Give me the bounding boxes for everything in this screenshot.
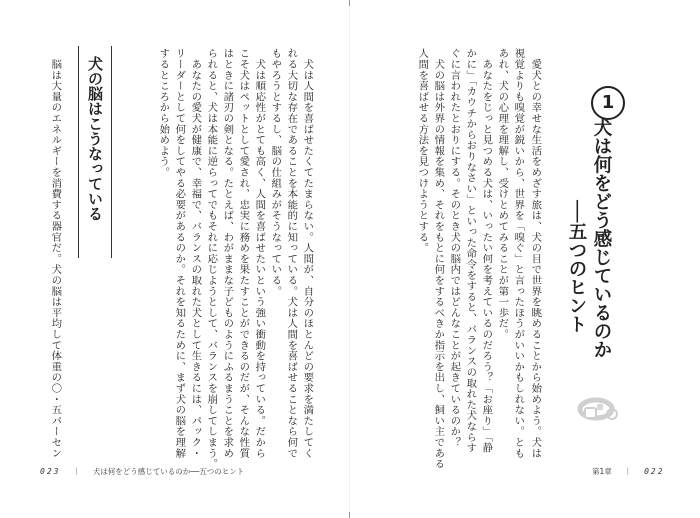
body-line: するところから始めよう。: [157, 48, 170, 178]
page-gutter: [349, 0, 350, 518]
body-line: あれ、犬の心理を理解し、受けとめてみることが第一歩だ。: [496, 48, 509, 340]
body-line: 犬は人間を喜ばせたくてたまらない。人間が、自分のほとんどの要求を満たしてく: [301, 48, 314, 459]
body-line: 犬の脳は外界の情報を集め、それをもとに何をするべきか指示を出し、飼い主である: [432, 48, 445, 470]
left-footer: [40, 466, 244, 477]
footer-separator: ｜: [72, 467, 81, 476]
running-title: 犬は何をどう感じているのか──五つのヒント: [92, 467, 245, 476]
body-line: 視覚よりも嗅覚が鋭いから、世界を「嗅ぐ」と言ったほうがいいかもしれない。とも: [512, 48, 525, 459]
section-heading: 犬の脳はこうなっている: [86, 56, 104, 221]
body-line: 犬は順応性がとても高く、人間を喜ばせたいという強い衝動を持っている。だから: [253, 48, 266, 459]
body-line: かに」「カウチからおりなさい」といった命令をすると、バランスの取れた犬ならす: [464, 48, 477, 454]
body-line: られると、犬は本能に逆らってでもそれに応じようとして、バランスを崩してしまう。: [205, 48, 218, 470]
body-line: こそ犬はペットとして愛され、忠実に務めを果たすことができるのだが、そんな性質: [237, 48, 250, 459]
body-line: 人間を喜ばせる方法を見つけようとする。: [416, 48, 429, 254]
heading-title: 犬は何をどう感じているのか: [591, 118, 612, 359]
body-line: 脳は大量のエネルギーを消費する器官だ。犬の脳は平均して体重の〇・五パーセン: [49, 48, 62, 459]
footer-separator: ｜: [624, 467, 632, 476]
body-line: リーダーとして何をしてやる必要があるのか。それを知るために、まず犬の脳を理解: [173, 48, 186, 459]
body-line: ぐに言われたとおりにする。そのとき犬の脳内ではどんなことが起きているのか？: [448, 48, 461, 448]
body-line: もやろうとするし、脳の仕組みがそうなっている。: [269, 48, 282, 297]
crop-mark-bottom: [349, 512, 350, 518]
dog-collar-icon: [576, 394, 620, 426]
body-line: れる大切な存在であることを本能的に知っている。犬は人間を喜ばせることなら何で: [285, 48, 298, 459]
body-line: はときに諸刃の剣となる。たとえば、わがままな子どものようにふるまうことを求め: [221, 48, 234, 459]
body-line: 愛犬との幸せな生活をめざす旅は、犬の目で世界を眺めることから始めよう。犬は: [529, 48, 542, 459]
right-footer: [592, 466, 665, 477]
footer-chapter: 第1章: [592, 467, 612, 476]
crop-mark-top: [349, 0, 350, 6]
heading-number-badge: 1: [591, 86, 625, 120]
body-line: あなたをじっと見つめる犬は、いったい何を考えているのだろう？「お座り」「静: [480, 48, 493, 454]
page-number-left: 023: [40, 467, 61, 476]
body-line: あなたの愛犬が健康で、幸福で、バランスの取れた犬として生きるには、パック・: [189, 48, 202, 459]
heading-subtitle: ──五つのヒント: [566, 200, 587, 334]
page-number-right: 022: [644, 467, 665, 476]
